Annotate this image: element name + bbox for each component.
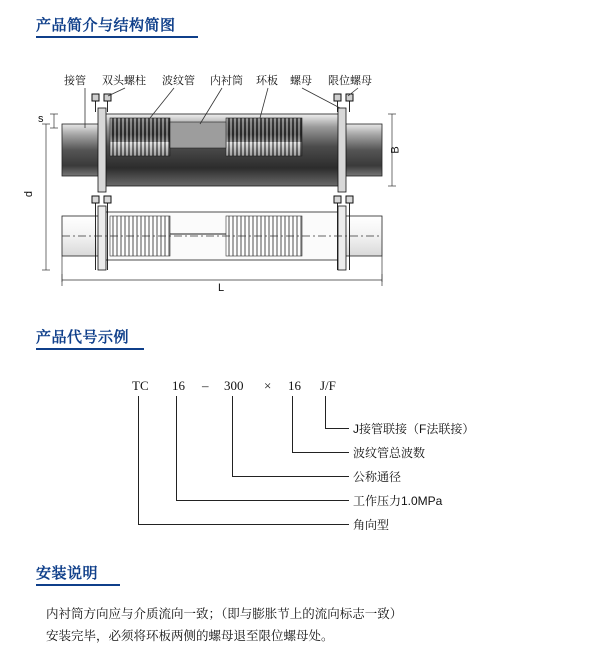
- code-connector-jf: [325, 428, 349, 429]
- callout-label-shuangtouluozhu: 双头螺柱: [102, 75, 146, 87]
- section-title-code: 产品代号示例: [36, 329, 130, 346]
- code-desc-300: 公称通径: [353, 470, 402, 484]
- section-title-install: 安装说明: [36, 565, 99, 582]
- dimension-label-d: d: [23, 190, 36, 198]
- code-leader-16b: [292, 396, 293, 452]
- dimension-label-B: B: [389, 146, 402, 154]
- dimension-label-s: s: [38, 113, 44, 125]
- code-connector-tc: [138, 524, 349, 525]
- section-underline-intro: [36, 36, 198, 38]
- callout-label-neichentong: 内衬筒: [210, 75, 243, 87]
- section-underline-install: [36, 584, 120, 586]
- code-leader-jf: [325, 396, 326, 428]
- code-leader-300: [232, 396, 233, 476]
- code-desc-tc: 角向型: [353, 518, 390, 532]
- structure-diagram: [23, 66, 460, 294]
- code-token-16b: 16: [288, 378, 301, 393]
- install-note-1: 内衬筒方向应与介质流向一致；（即与膨胀节上的流向标志一致）: [46, 607, 403, 621]
- code-token-16a: 16: [172, 378, 185, 393]
- code-desc-jf: J接管联接（F法联接）: [353, 422, 475, 436]
- code-connector-300: [232, 476, 349, 477]
- code-token-tc: TC: [132, 378, 149, 393]
- product-code-example: [120, 378, 520, 538]
- code-token-jf: J/F: [320, 378, 336, 393]
- code-connector-16b: [292, 452, 349, 453]
- code-desc-16a: 工作压力1.0MPa: [353, 494, 443, 508]
- code-token-300: 300: [224, 378, 244, 393]
- structure-diagram-svg: [40, 66, 460, 286]
- section-underline-code: [36, 348, 144, 350]
- code-connector-16a: [176, 500, 349, 501]
- install-note-2: 安装完毕，必须将环板两侧的螺母退至限位螺母处。: [46, 629, 334, 643]
- code-token-times: ×: [264, 378, 272, 393]
- code-leader-tc: [138, 396, 139, 524]
- callout-label-xianweiluomu: 限位螺母: [328, 75, 372, 87]
- dimension-label-L: L: [218, 282, 225, 294]
- callout-label-bowenguan: 波纹管: [162, 75, 195, 87]
- callout-label-jieguan: 接管: [64, 75, 86, 87]
- section-title-intro: 产品简介与结构简图: [36, 17, 176, 34]
- callout-label-luomu: 螺母: [290, 75, 312, 87]
- code-token-dash: –: [202, 378, 209, 393]
- code-leader-16a: [176, 396, 177, 500]
- callout-label-huanban: 环板: [256, 75, 278, 87]
- code-desc-16b: 波纹管总波数: [353, 446, 426, 460]
